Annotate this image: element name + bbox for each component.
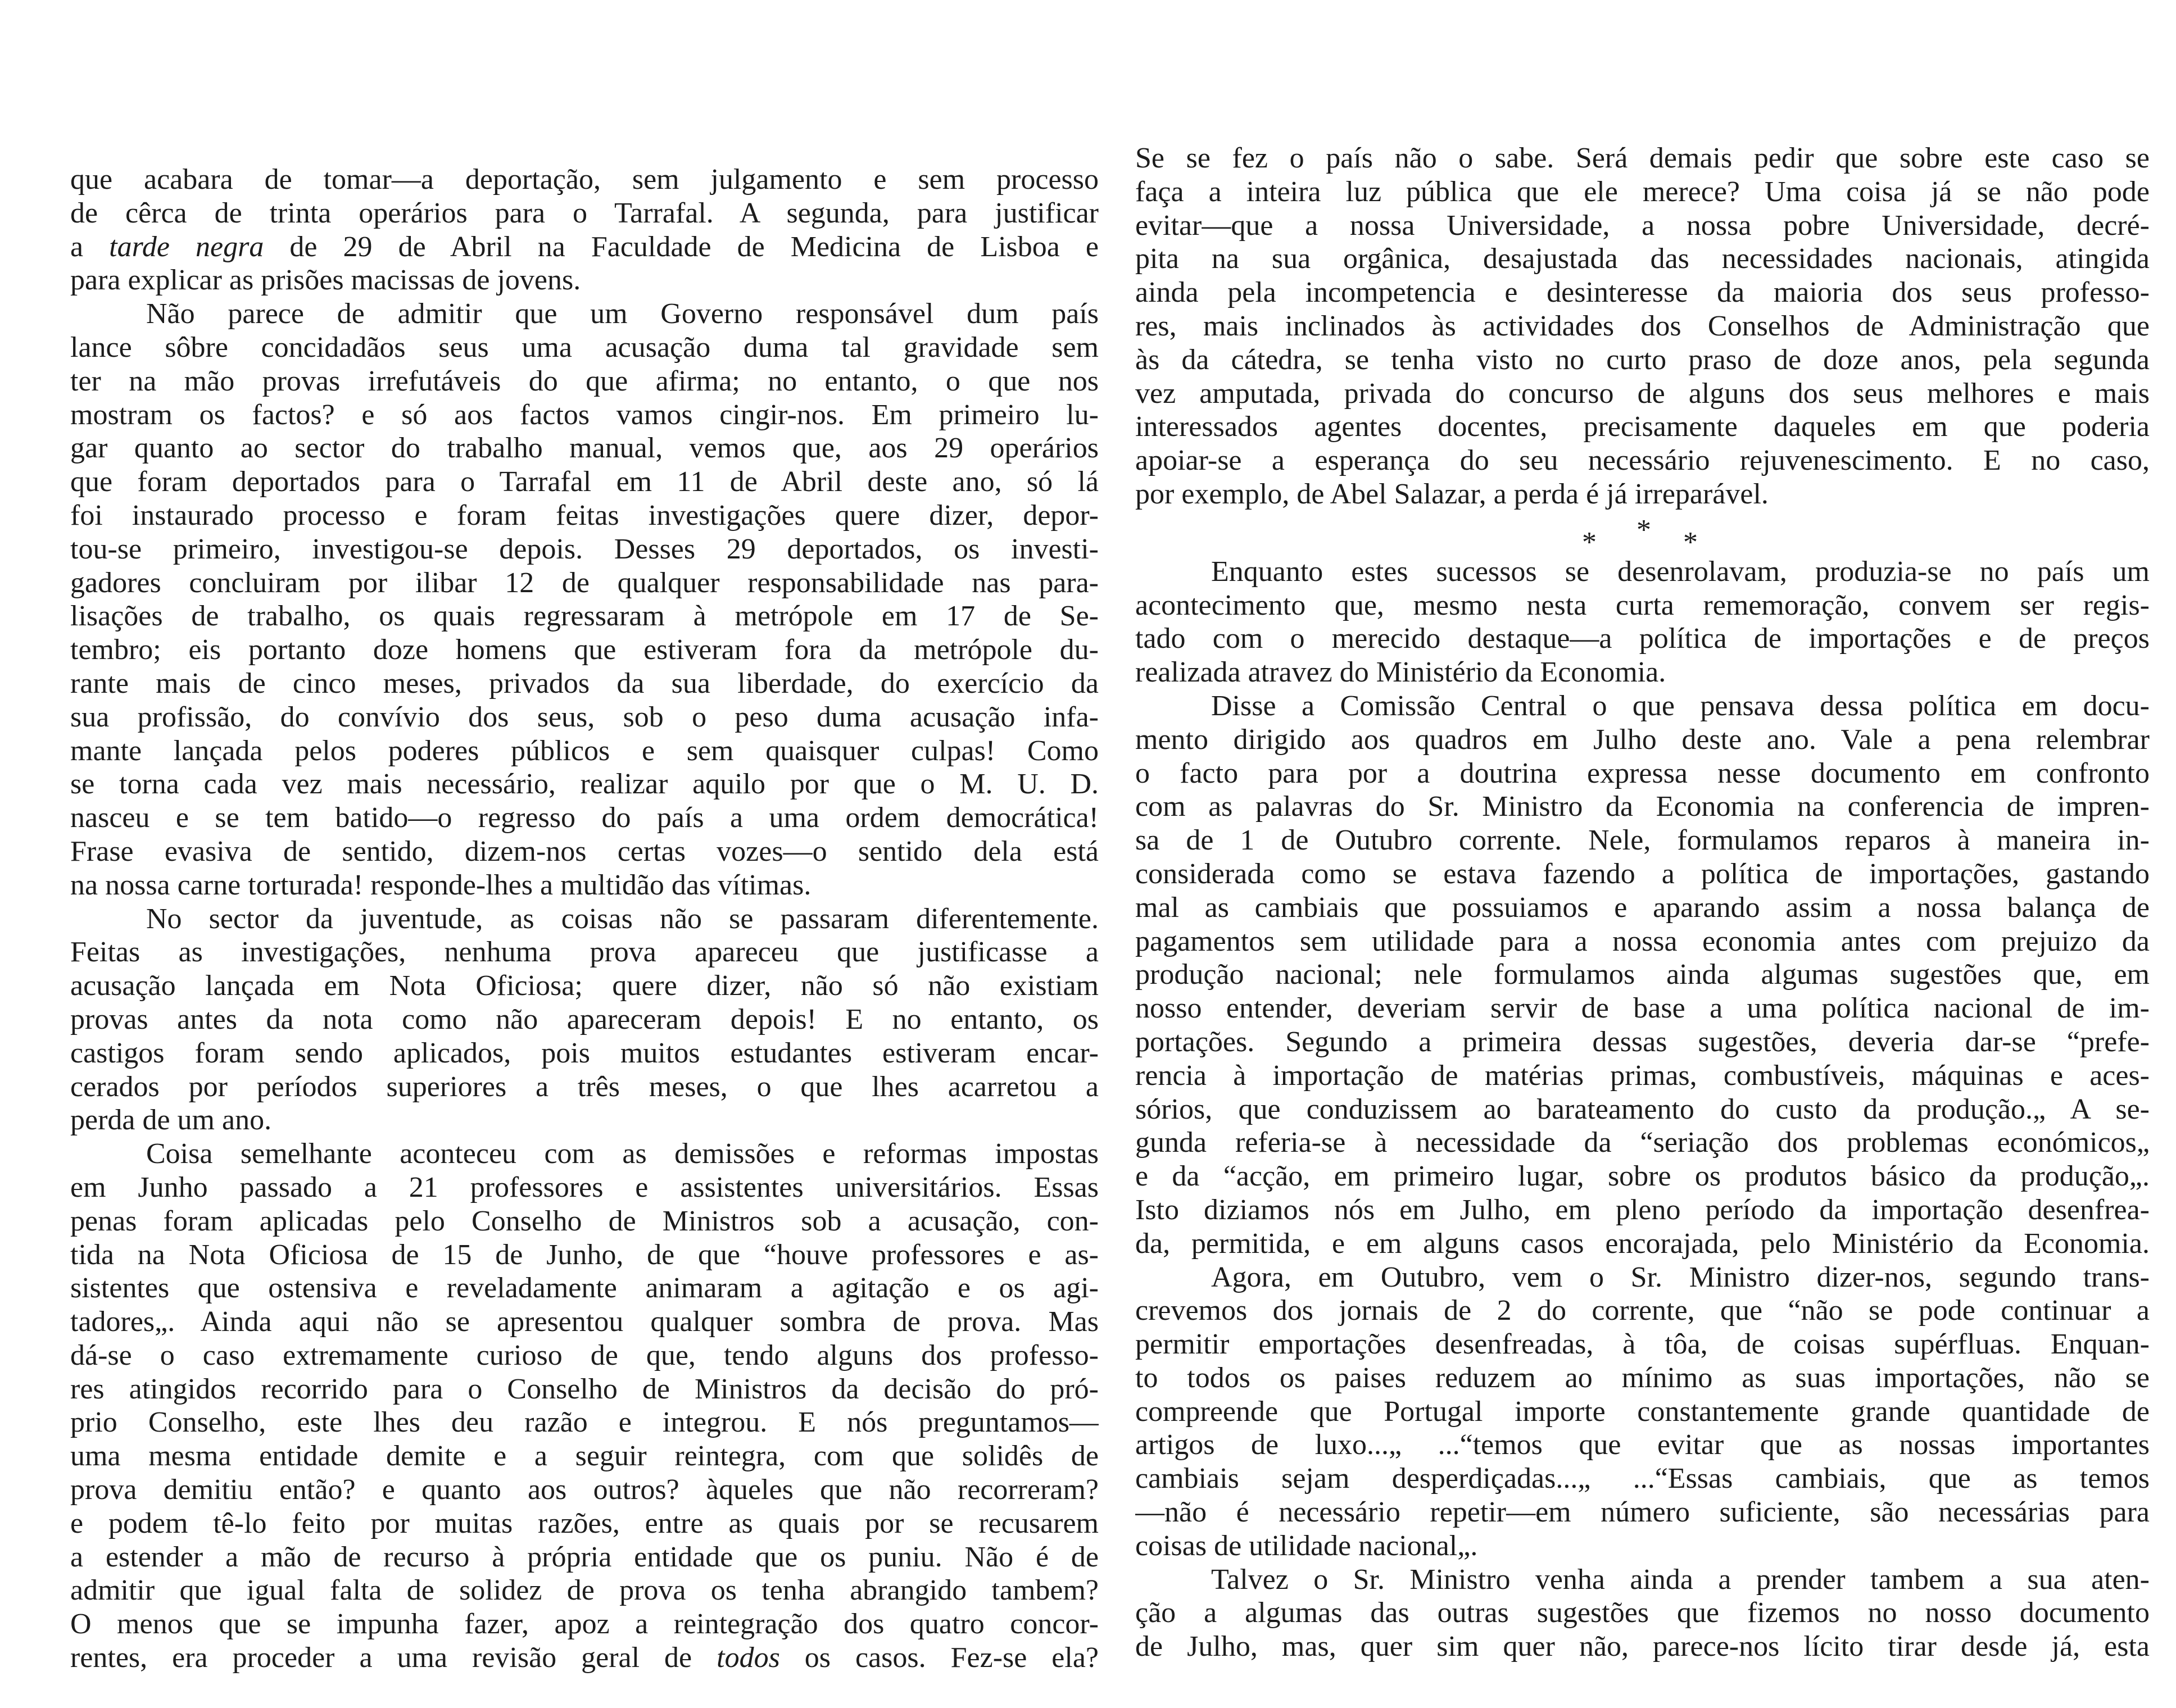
asterisk: * xyxy=(1582,526,1597,558)
text-line: tida na Nota Oficiosa de 15 de Junho, de que “houve professores e as- xyxy=(70,1238,1099,1271)
text-line: mante lançada pelos poderes públicos e sem quaisquer culpas! Como xyxy=(70,734,1099,767)
text-line: gadores concluiram por ilibar 12 de qualquer responsabilidade nas para- xyxy=(70,566,1099,599)
text-line: to todos os paises reduzem ao mínimo as suas importações, não se xyxy=(1135,1361,2150,1394)
text-line: rencia à importação de matérias primas, combustíveis, máquinas e aces- xyxy=(1135,1059,2150,1092)
text-line: No sector da juventude, as coisas não se passaram diferentemente. xyxy=(146,902,1099,935)
asterisk: * xyxy=(1636,514,1651,546)
paragraph xyxy=(1135,142,2150,511)
text-line: para explicar as prisões macissas de jovens. xyxy=(70,264,581,297)
text-line: admitir que igual falta de solidez de prova os tenha abrangido tambem? xyxy=(70,1574,1099,1607)
text-line: tou-se primeiro, investigou-se depois. Desses 29 deportados, os investi- xyxy=(70,533,1099,565)
text-line: gar quanto ao sector do trabalho manual, vemos que, aos 29 operários xyxy=(70,432,1099,465)
text-line: perda de um ano. xyxy=(70,1104,272,1137)
paragraph xyxy=(70,163,1099,297)
text-line: penas foram aplicadas pelo Conselho de Ministros sob a acusação, con- xyxy=(70,1205,1099,1237)
text-line: realizada atravez do Ministério da Economia. xyxy=(1135,656,1666,689)
text-line: ainda pela incompetencia e desinteresse da maioria dos seus professo- xyxy=(1135,276,2150,309)
text-line: se torna cada vez mais necessário, realizar aquilo por que o M. U. D. xyxy=(70,768,1099,801)
text-line: Disse a Comissão Central o que pensava dessa política em docu- xyxy=(1211,689,2150,722)
text-line: às da cátedra, se tenha visto no curto praso de doze anos, pela segunda xyxy=(1135,343,2150,376)
text-line: mento dirigido aos quadros em Julho deste ano. Vale a pena relembrar xyxy=(1135,723,2150,756)
text-line: Se se fez o país não o sabe. Será demais pedir que sobre este caso se xyxy=(1135,142,2150,174)
text-line: produção nacional; nele formulamos ainda algumas sugestões que, em xyxy=(1135,959,2150,991)
text-line: Agora, em Outubro, vem o Sr. Ministro dizer-nos, segundo trans- xyxy=(1211,1261,2150,1293)
text-line: artigos de luxo...„ ...“temos que evitar que as nossas importantes xyxy=(1135,1429,2150,1461)
text-line: crevemos dos jornais de 2 do corrente, que “não se pode continuar a xyxy=(1135,1294,2150,1327)
text-line xyxy=(70,230,1099,264)
text-line: sua profissão, do convívio dos seus, sob o peso duma acusação infa- xyxy=(70,701,1099,733)
text-line: com as palavras do Sr. Ministro da Economia na conferencia de impren- xyxy=(1135,791,2150,823)
text-line: sa de 1 de Outubro corrente. Nele, formulamos reparos à maneira in- xyxy=(1135,824,2150,857)
text-line: que foram deportados para o Tarrafal em 11 de Abril deste ano, só lá xyxy=(70,466,1099,498)
text-line: Feitas as investigações, nenhuma prova apareceu que justificasse a xyxy=(70,936,1099,969)
text-line: Isto diziamos nós em Julho, em pleno período da importação desenfrea- xyxy=(1135,1193,2150,1226)
text-line: da, permitida, e em alguns casos encorajada, pelo Ministério da Economia. xyxy=(1135,1227,2150,1260)
text-line: mostram os factos? e só aos factos vamos cingir-nos. Em primeiro lu- xyxy=(70,398,1099,431)
text-segment: os casos. Fez-se ela? xyxy=(779,1642,1099,1674)
text-line: a estender a mão de recurso à própria entidade que os puniu. Não é de xyxy=(70,1541,1099,1573)
paragraph xyxy=(1135,1261,2150,1563)
text-segment: rentes, era proceder a uma revisão geral de xyxy=(70,1642,717,1674)
text-line: em Junho passado a 21 professores e assistentes universitários. Essas xyxy=(70,1171,1099,1203)
paragraph xyxy=(70,1137,1099,1675)
text-line: lance sôbre concidadãos seus uma acusação duma tal gravidade sem xyxy=(70,331,1099,364)
text-line: gunda referia-se à necessidade da “seriação dos problemas económicos„ xyxy=(1135,1126,2150,1159)
section-separator xyxy=(1135,511,2150,558)
text-line: —não é necessário repetir—em número suficiente, são necessárias para xyxy=(1135,1496,2150,1529)
asterisk: * xyxy=(1683,526,1698,558)
text-line: permitir emportações desenfreadas, à tôa, de coisas supérfluas. Enquan- xyxy=(1135,1328,2150,1361)
text-line: foi instaurado processo e foram feitas investigações quere dizer, depor- xyxy=(70,499,1099,532)
text-line: mal as cambiais que possuiamos e aparando assim a nossa balança de xyxy=(1135,891,2150,924)
text-line: considerada como se estava fazendo a política de importações, gastando xyxy=(1135,857,2150,890)
text-line: lisações de trabalho, os quais regressaram à metrópole em 17 de Se- xyxy=(70,600,1099,633)
text-line: Coisa semelhante aconteceu com as demissões e reformas impostas xyxy=(146,1138,1099,1170)
italic-text: todos xyxy=(717,1642,780,1674)
text-line: acusação lançada em Nota Oficiosa; quere dizer, não só não existiam xyxy=(70,970,1099,1002)
text-line: evitar—que a nossa Universidade, a nossa pobre Universidade, decré- xyxy=(1135,209,2150,242)
text-line: nasceu e se tem batido—o regresso do país a uma ordem democrática! xyxy=(70,802,1099,834)
text-line: tembro; eis portanto doze homens que estiveram fora da metrópole du- xyxy=(70,634,1099,666)
text-line: uma mesma entidade demite e a seguir reintegra, com que solidês de xyxy=(70,1440,1099,1473)
text-line: prio Conselho, este lhes deu razão e integrou. E nós preguntamos— xyxy=(70,1406,1099,1439)
text-line: de cêrca de trinta operários para o Tarrafal. A segunda, para justificar xyxy=(70,197,1099,229)
text-line: res, mais inclinados às actividades dos Conselhos de Administração que xyxy=(1135,310,2150,342)
text-line: compreende que Portugal importe constantemente grande quantidade de xyxy=(1135,1395,2150,1428)
italic-text: tarde negra xyxy=(109,230,264,263)
text-line: res atingidos recorrido para o Conselho de Ministros da decisão do pró- xyxy=(70,1373,1099,1405)
text-line: pagamentos sem utilidade para a nossa economia antes com prejuizo da xyxy=(1135,925,2150,957)
text-line: portações. Segundo a primeira dessas sugestões, deveria dar-se “prefe- xyxy=(1135,1025,2150,1058)
text-line: provas antes da nota como não apareceram depois! E no entanto, os xyxy=(70,1003,1099,1035)
text-line: castigos foram sendo aplicados, pois muitos estudantes estiveram encar- xyxy=(70,1037,1099,1069)
text-line: vez amputada, privada do concurso de alguns dos seus melhores e mais xyxy=(1135,377,2150,410)
text-line: rante mais de cinco meses, privados da sua liberdade, do exercício da xyxy=(70,667,1099,699)
text-line: apoiar-se a esperança do seu necessário rejuvenescimento. E no caso, xyxy=(1135,444,2150,477)
paragraph xyxy=(70,297,1099,902)
paragraph xyxy=(1135,1563,2150,1664)
text-line: Não parece de admitir que um Governo responsável dum país xyxy=(146,298,1099,330)
text-line: tado com o merecido destaque—a política de importações e de preços xyxy=(1135,623,2150,655)
text-line: interessados agentes docentes, precisamente daqueles em que poderia xyxy=(1135,411,2150,443)
paragraph xyxy=(1135,689,2150,1261)
paragraph xyxy=(1135,555,2150,689)
text-line: e podem tê-lo feito por muitas razões, entre as quais por se recusarem xyxy=(70,1507,1099,1539)
text-line: Enquanto estes sucessos se desenrolavam, produzia-se no país um xyxy=(1211,555,2150,588)
text-line: de Julho, mas, quer sim quer não, parece-nos lícito tirar desde já, esta xyxy=(1135,1630,2150,1663)
text-line: acontecimento que, mesmo nesta curta rememoração, convem ser regis- xyxy=(1135,589,2150,621)
text-line: Talvez o Sr. Ministro venha ainda a prender tambem a sua aten- xyxy=(1211,1563,2150,1596)
text-line: tadores„. Ainda aqui não se apresentou qualquer sombra de prova. Mas xyxy=(70,1306,1099,1338)
left-column xyxy=(70,163,1099,1675)
text-line: faça a inteira luz pública que ele merece? Uma coisa já se não pode xyxy=(1135,175,2150,208)
text-line: pita na sua orgânica, desajustada das necessidades nacionais, atingida xyxy=(1135,243,2150,275)
text-line: prova demitiu então? e quanto aos outros? àqueles que não recorreram? xyxy=(70,1474,1099,1506)
text-line: por exemplo, de Abel Salazar, a perda é já irreparável. xyxy=(1135,478,1769,510)
text-line: sórios, que conduzissem ao barateamento do custo da produção.„ A se- xyxy=(1135,1093,2150,1125)
text-line: O menos que se impunha fazer, apoz a reintegração dos quatro concor- xyxy=(70,1608,1099,1641)
text-line: sistentes que ostensiva e reveladamente animaram a agitação e os agi- xyxy=(70,1272,1099,1305)
text-line: ção a algumas das outras sugestões que fizemos no nosso documento xyxy=(1135,1597,2150,1629)
text-line: na nossa carne torturada! responde-lhes a multidão das vítimas. xyxy=(70,869,812,901)
right-column xyxy=(1135,142,2150,1664)
text-line: dá-se o caso extremamente curioso de que, tendo alguns dos professo- xyxy=(70,1339,1099,1371)
text-line: que acabara de tomar—a deportação, sem julgamento e sem processo xyxy=(70,163,1099,196)
text-line: nosso entender, deveriam servir de base a uma política nacional de im- xyxy=(1135,992,2150,1025)
text-line: o facto para por a doutrina expressa nesse documento em confronto xyxy=(1135,757,2150,789)
text-line: e da “acção, em primeiro lugar, sobre os produtos básico da produção„. xyxy=(1135,1160,2150,1193)
text-line: ter na mão provas irrefutáveis do que afirma; no entanto, o que nos xyxy=(70,365,1099,397)
text-line: Frase evasiva de sentido, dizem-nos certas vozes—o sentido dela está xyxy=(70,835,1099,867)
text-line: cerados por períodos superiores a três meses, o que lhes acarretou a xyxy=(70,1070,1099,1103)
text-segment: a xyxy=(70,230,110,263)
text-line: coisas de utilidade nacional„. xyxy=(1135,1529,1478,1562)
text-segment: de 29 de Abril na Faculdade de Medicina de Lisboa e xyxy=(264,230,1099,263)
paragraph xyxy=(70,902,1099,1138)
text-line xyxy=(70,1641,1099,1675)
text-line: cambiais sejam desperdiçadas...„ ...“Essas cambiais, que as temos xyxy=(1135,1462,2150,1495)
